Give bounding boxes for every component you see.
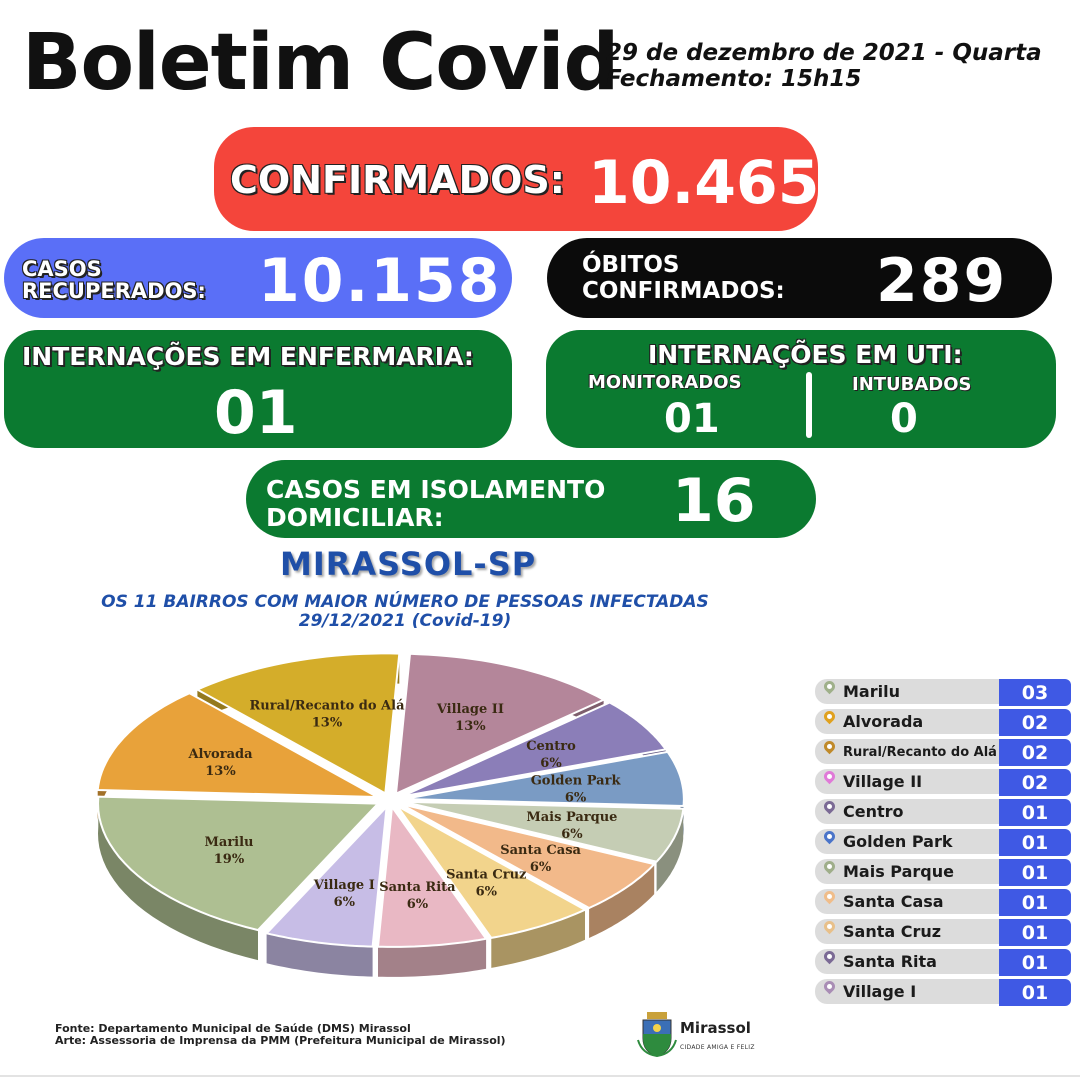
legend-item-name: Santa Cruz <box>843 922 942 941</box>
icu-label: INTERNAÇÕES EM UTI: <box>648 340 963 369</box>
footer-source: Fonte: Departamento Municipal de Saúde (DMS) Mirassol <box>55 1022 411 1035</box>
ward-value: 01 <box>214 378 298 448</box>
pie-slice-label: Rural/Recanto do Alá <box>249 698 405 714</box>
legend-item-value: 02 <box>999 709 1071 736</box>
legend-item-value: 01 <box>999 859 1071 886</box>
icu-intubated-value: 0 <box>890 396 918 442</box>
pie-slice-label: Santa Rita <box>379 879 456 895</box>
legend-item <box>815 676 1071 706</box>
confirmed-label: CONFIRMADOS: <box>230 158 565 202</box>
closing-time: Fechamento: 15h15 <box>606 66 862 92</box>
pie-slice-label: Village II <box>436 702 504 718</box>
pie-slice-label: Alvorada <box>188 746 253 762</box>
legend-item <box>815 706 1071 736</box>
pie-slice-label: Santa Casa <box>500 842 581 858</box>
pie-slice-label: Marilu <box>204 835 254 851</box>
recovered-label-line2: RECUPERADOS: <box>22 279 206 303</box>
pie-slice-percent: 13% <box>455 719 486 735</box>
legend-item-value: 01 <box>999 979 1071 1006</box>
legend-item-name: Centro <box>843 802 904 821</box>
chart-date: 29/12/2021 (Covid-19) <box>298 611 512 631</box>
pie-slice-percent: 13% <box>205 763 236 779</box>
legend-item-name: Alvorada <box>843 712 924 731</box>
pie-slice-label: Santa Cruz <box>446 867 527 883</box>
deaths-value: 289 <box>876 246 1008 316</box>
deaths-label-line2: CONFIRMADOS: <box>582 278 785 304</box>
logo-tagline: CIDADE AMIGA E FELIZ <box>680 1044 755 1051</box>
pie-slice-label: Village I <box>313 878 375 893</box>
legend-item-name: Rural/Recanto do Alá <box>843 745 997 760</box>
confirmed-value: 10.465 <box>588 148 820 218</box>
legend-item <box>815 886 1071 916</box>
legend-item <box>815 766 1071 796</box>
chart-subtitle: OS 11 BAIRROS COM MAIOR NÚMERO DE PESSOAS INFECTADAS <box>101 592 709 612</box>
legend-item-value: 01 <box>999 889 1071 916</box>
icu-intubated-label: INTUBADOS <box>852 374 972 395</box>
legend-item-name: Village I <box>843 982 917 1001</box>
legend-item <box>815 796 1071 826</box>
pie-slice-percent: 6% <box>540 755 562 771</box>
recovered-value: 10.158 <box>258 246 502 316</box>
date-text: 29 de dezembro de 2021 - Quarta <box>606 40 1042 66</box>
legend-item-value: 01 <box>999 799 1071 826</box>
footer-art: Arte: Assessoria de Imprensa da PMM (Prefeitura Municipal de Mirassol) <box>55 1034 506 1047</box>
legend-item <box>815 916 1071 946</box>
pie-slice-label: Mais Parque <box>526 809 618 825</box>
pie-slice-percent: 6% <box>475 884 498 900</box>
legend-item-name: Village II <box>843 772 923 791</box>
pie-slice-label: Golden Park <box>530 773 621 789</box>
legend-item-value: 02 <box>999 739 1071 766</box>
icu-monitored-label: MONITORADOS <box>588 372 742 393</box>
legend <box>815 676 1071 1006</box>
pie-slice-percent: 13% <box>311 715 343 731</box>
pie-chart <box>80 650 700 990</box>
logo-name: Mirassol <box>680 1019 751 1037</box>
chart-title: MIRASSOL-SP <box>280 545 537 583</box>
pie-slice-percent: 6% <box>406 896 429 912</box>
isolation-label <box>266 476 605 532</box>
icu-monitored-value: 01 <box>664 396 720 442</box>
city-crest-icon <box>637 1010 677 1058</box>
legend-item-name: Marilu <box>843 682 900 701</box>
legend-item <box>815 946 1071 976</box>
pie-slice-percent: 19% <box>213 852 245 868</box>
isolation-label-line1: CASOS EM ISOLAMENTO <box>266 475 606 504</box>
ward-label: INTERNAÇÕES EM ENFERMARIA: <box>22 342 474 371</box>
footer-credits <box>55 1023 506 1047</box>
legend-item-name: Golden Park <box>843 832 953 851</box>
legend-item-value: 01 <box>999 829 1071 856</box>
legend-item-value: 03 <box>999 679 1071 706</box>
legend-item-name: Mais Parque <box>843 862 954 881</box>
isolation-label-line2: DOMICILIAR: <box>266 503 444 532</box>
pie-slice-percent: 6% <box>529 859 552 875</box>
icu-divider <box>806 372 812 438</box>
legend-item-value: 01 <box>999 919 1071 946</box>
legend-item-value: 01 <box>999 949 1071 976</box>
pie-slice-label: Centro <box>526 738 576 754</box>
recovered-label <box>22 258 206 302</box>
deaths-label <box>582 252 785 304</box>
legend-item <box>815 736 1071 766</box>
legend-item <box>815 856 1071 886</box>
legend-item-value: 02 <box>999 769 1071 796</box>
legend-item-name: Santa Rita <box>843 952 937 971</box>
isolation-value: 16 <box>672 466 756 536</box>
bottom-divider <box>0 1075 1080 1077</box>
legend-item <box>815 976 1071 1006</box>
date-block <box>606 40 1042 92</box>
page-title: Boletim Covid <box>22 18 619 108</box>
pie-slice-percent: 6% <box>333 895 356 910</box>
legend-item-name: Santa Casa <box>843 892 944 911</box>
recovered-label-line1: CASOS <box>22 257 102 281</box>
pie-slice-percent: 6% <box>564 790 587 806</box>
deaths-label-line1: ÓBITOS <box>582 252 680 278</box>
pie-slice-percent: 6% <box>561 826 583 842</box>
legend-item <box>815 826 1071 856</box>
